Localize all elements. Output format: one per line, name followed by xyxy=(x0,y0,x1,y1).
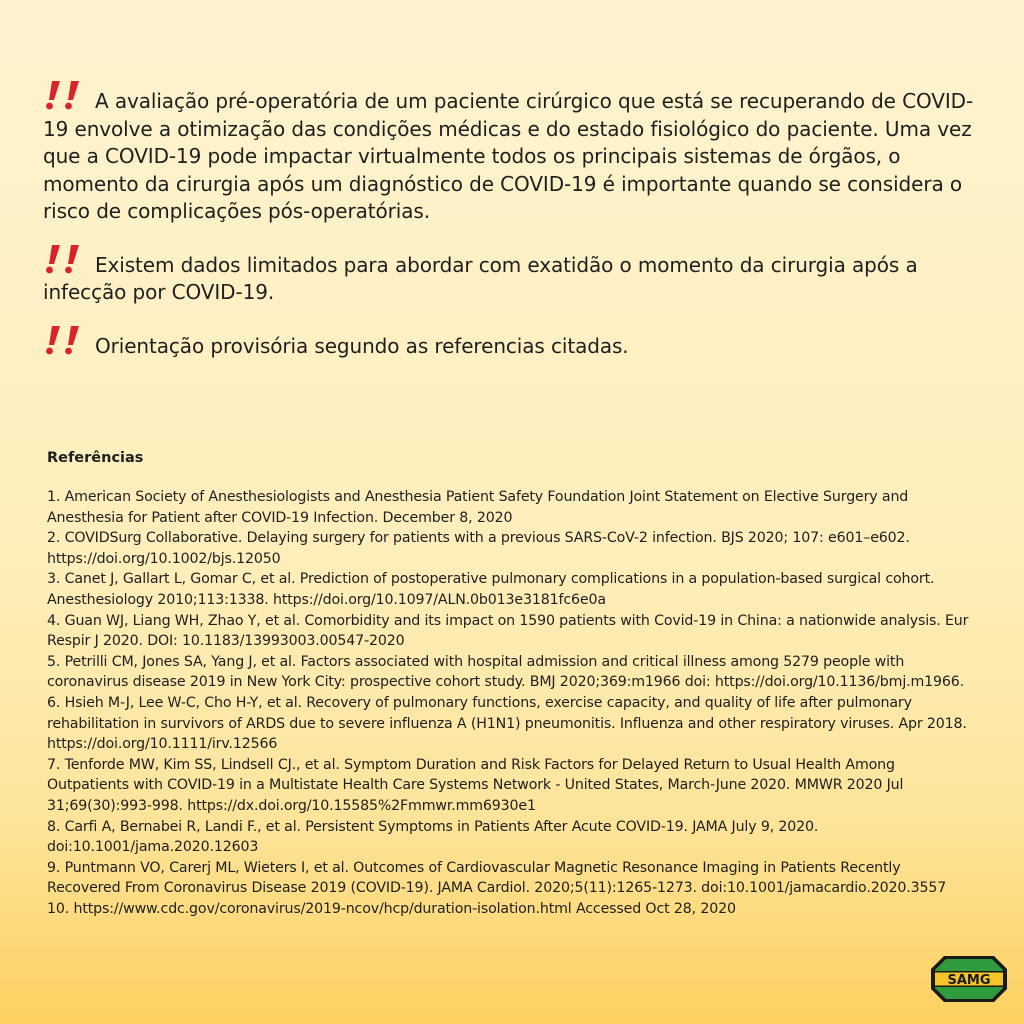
reference-item: 2. COVIDSurg Collaborative. Delaying surgery for patients with a previous SARS-CoV-2 infection. BJS 2020; 107: e601–e602. https://doi.org/10.1002/bjs.12050 xyxy=(47,530,910,567)
alert-list xyxy=(43,80,993,378)
double-exclamation-icon xyxy=(43,244,83,274)
reference-item: 7. Tenforde MW, Kim SS, Lindsell CJ., et al. Symptom Duration and Risk Factors for Delayed Return to Usual Health Among Outpatients with COVID-19 in a Multistate Health Care Systems Network - United States, March-June 2020. MMWR 2020 Jul 31;69(30):993-998. https://dx.doi.org/10.15585%2Fmmwr.mm6930e1 xyxy=(47,756,904,814)
alert-text: Orientação provisória segundo as referencias citadas. xyxy=(95,333,629,358)
reference-item: 9. Puntmann VO, Carerj ML, Wieters I, et al. Outcomes of Cardiovascular Magnetic Resonance Imaging in Patients Recently Recovered From Coronavirus Disease 2019 (COVID-19). JAMA Cardiol. 2020;5(11):1265-1273. doi:10.1001/jamacardio.2020.3557 xyxy=(47,859,947,897)
alert-item-3 xyxy=(43,325,993,361)
double-exclamation-icon xyxy=(43,80,83,110)
alert-item-1 xyxy=(43,80,993,226)
alert-text: Existem dados limitados para abordar com exatidão o momento da cirurgia após a infecção por COVID-19. xyxy=(43,252,918,304)
reference-item: 10. https://www.cdc.gov/coronavirus/2019-ncov/hcp/duration-isolation.html Accessed Oct 28, 2020 xyxy=(47,900,736,917)
references-list xyxy=(47,487,977,919)
reference-item: 8. Carfi A, Bernabei R, Landi F., et al. Persistent Symptoms in Patients After Acute COVID-19. JAMA July 9, 2020. doi:10.1001/jama.2020.12603 xyxy=(47,818,819,856)
reference-item: 4. Guan WJ, Liang WH, Zhao Y, et al. Comorbidity and its impact on 1590 patients with Covid-19 in China: a nationwide analysis. Eur Respir J 2020. DOI: 10.1183/13993003.00547-2020 xyxy=(47,612,969,650)
reference-item: 3. Canet J, Gallart L, Gomar C, et al. Prediction of postoperative pulmonary complications in a population-based surgical cohort. Anesthesiology 2010;113:1338. https://doi.org/10.1097/ALN.0b013e3181fc6e0a xyxy=(47,571,935,608)
alert-text: A avaliação pré-operatória de um paciente cirúrgico que está se recuperando de COVID-19 envolve a otimização das condições médicas e do estado fisiológico do paciente. Uma vez que a COVID-19 pode impactar virtualmente todos os principais sistemas de órgãos, o momento da cirurgia após um diagnóstico de COVID-19 é importante quando se considera o risco de complicações pós-operatórias. xyxy=(43,89,974,223)
reference-item: 6. Hsieh M-J, Lee W-C, Cho H-Y, et al. Recovery of pulmonary functions, exercise capacity, and quality of life after pulmonary rehabilitation in survivors of ARDS due to severe influenza A (H1N1) pneumonitis. Influenza and other respiratory viruses. Apr 2018. https://doi.org/10.1111/irv.12566 xyxy=(47,694,967,753)
references-title: Referências xyxy=(47,450,144,466)
reference-item: 5. Petrilli CM, Jones SA, Yang J, et al. Factors associated with hospital admission and critical illness among 5279 people with coronavirus disease 2019 in New York City: prospective cohort study. BMJ 2020;369:m1966 doi: https://doi.org/10.1136/bmj.m1966. xyxy=(47,653,965,691)
references-section xyxy=(47,450,977,919)
logo-text: SAMG xyxy=(947,973,991,988)
alert-item-2 xyxy=(43,244,993,307)
double-exclamation-icon xyxy=(43,325,83,355)
samg-logo xyxy=(930,955,1008,1003)
reference-item: 1. American Society of Anesthesiologists and Anesthesia Patient Safety Foundation Joint Statement on Elective Surgery and Anesthesia for Patient after COVID-19 Infection. December 8, 2020 xyxy=(47,489,909,526)
